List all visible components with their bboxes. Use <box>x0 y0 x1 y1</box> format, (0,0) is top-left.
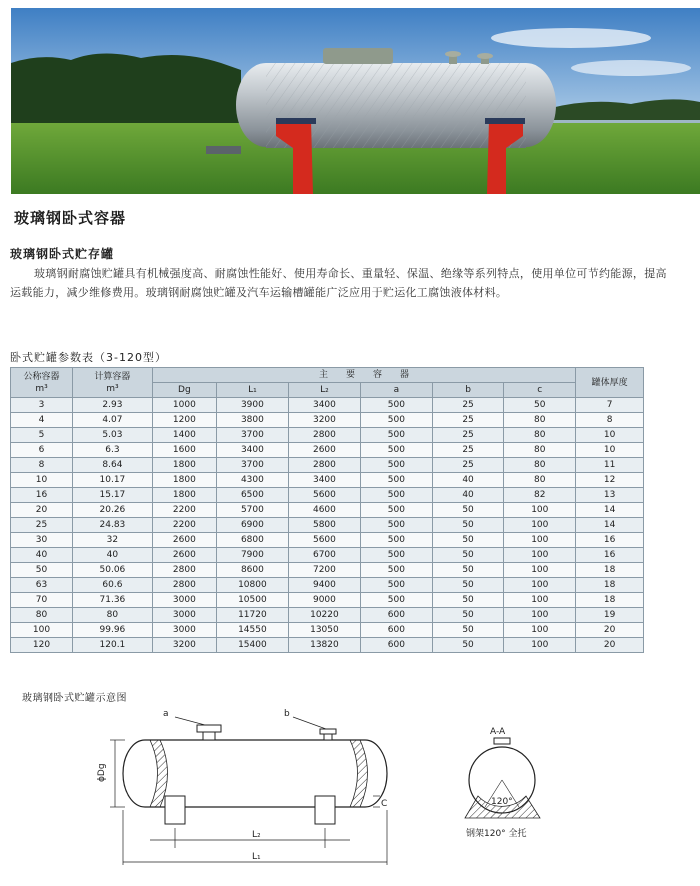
table-row <box>11 428 644 443</box>
table-cell: 71.36 <box>73 593 153 608</box>
table-cell: 8.64 <box>73 458 153 473</box>
table-cell: 10 <box>576 428 644 443</box>
table-cell: 500 <box>360 473 432 488</box>
table-cell: 82 <box>504 488 576 503</box>
table-cell: 20 <box>576 623 644 638</box>
table-cell: 3000 <box>152 623 216 638</box>
table-cell: 40 <box>432 473 504 488</box>
table-cell: 8 <box>576 413 644 428</box>
table-cell: 1800 <box>152 488 216 503</box>
table-cell: 6700 <box>288 548 360 563</box>
table-cell: 3200 <box>288 413 360 428</box>
table-cell: 9000 <box>288 593 360 608</box>
table-cell: 4300 <box>216 473 288 488</box>
table-cell: 5700 <box>216 503 288 518</box>
table-cell: 50 <box>432 503 504 518</box>
section-angle: 120° <box>491 797 513 807</box>
table-cell: 4 <box>11 413 73 428</box>
table-row <box>11 488 644 503</box>
table-cell: 25 <box>432 428 504 443</box>
table-cell: 14550 <box>216 623 288 638</box>
table-row <box>11 623 644 638</box>
table-cell: 3400 <box>288 473 360 488</box>
table-cell: 16 <box>576 533 644 548</box>
table-cell: 5600 <box>288 488 360 503</box>
header-sub-4: b <box>432 383 504 398</box>
table-cell: 3400 <box>216 443 288 458</box>
table-row <box>11 638 644 653</box>
table-cell: 80 <box>504 443 576 458</box>
label-c: C <box>381 799 388 809</box>
tank-diagram <box>0 700 700 882</box>
table-cell: 500 <box>360 533 432 548</box>
table-cell: 100 <box>504 608 576 623</box>
table-cell: 1800 <box>152 458 216 473</box>
tank-drawing <box>110 717 387 865</box>
table-cell: 2600 <box>152 533 216 548</box>
header-nominal-unit: m³ <box>35 383 48 394</box>
table-cell: 100 <box>504 593 576 608</box>
table-cell: 80 <box>504 413 576 428</box>
table-cell: 100 <box>11 623 73 638</box>
header-main: 主 要 容 器 <box>152 368 575 383</box>
table-cell: 500 <box>360 548 432 563</box>
table-row <box>11 398 644 413</box>
table-cell: 3 <box>11 398 73 413</box>
table-cell: 500 <box>360 563 432 578</box>
table-cell: 3700 <box>216 428 288 443</box>
table-cell: 50 <box>432 578 504 593</box>
table-cell: 600 <box>360 608 432 623</box>
section-subtitle: 玻璃钢卧式贮存罐 <box>10 247 115 261</box>
table-cell: 40 <box>11 548 73 563</box>
header-calc-unit: m³ <box>106 383 119 394</box>
table-cell: 500 <box>360 428 432 443</box>
table-cell: 5800 <box>288 518 360 533</box>
table-cell: 120 <box>11 638 73 653</box>
table-cell: 50 <box>432 533 504 548</box>
table-cell: 25 <box>432 443 504 458</box>
tank-photo <box>11 8 700 194</box>
page-title: 玻璃钢卧式容器 <box>14 209 127 227</box>
table-cell: 19 <box>576 608 644 623</box>
header-sub-3: a <box>360 383 432 398</box>
table-cell: 50 <box>11 563 73 578</box>
table-cell: 25 <box>432 398 504 413</box>
description: 玻璃钢耐腐蚀贮罐具有机械强度高、耐腐蚀性能好、使用寿命长、重量轻、保温、绝缘等系列特点，使用单位可节约能源，提高运载能力，减少维修费用。玻璃钢耐腐蚀贮罐及汽车运输槽罐能广泛应用于贮运化工腐蚀液体材料。 <box>10 267 667 299</box>
table-cell: 60.6 <box>73 578 153 593</box>
table-cell: 15400 <box>216 638 288 653</box>
table-cell: 10800 <box>216 578 288 593</box>
table-row <box>11 578 644 593</box>
table-cell: 2200 <box>152 503 216 518</box>
table-cell: 500 <box>360 593 432 608</box>
table-cell: 3900 <box>216 398 288 413</box>
table-cell: 2800 <box>288 458 360 473</box>
table-cell: 80 <box>504 428 576 443</box>
table-cell: 10500 <box>216 593 288 608</box>
table-cell: 50 <box>432 548 504 563</box>
header-calc-label: 计算容器 <box>94 371 131 382</box>
table-cell: 18 <box>576 593 644 608</box>
table-cell: 13050 <box>288 623 360 638</box>
table-cell: 50 <box>432 638 504 653</box>
diagram-caption: 玻璃钢卧式贮罐示意图 <box>22 693 127 704</box>
table-row <box>11 533 644 548</box>
table-cell: 2.93 <box>73 398 153 413</box>
table-cell: 2800 <box>152 563 216 578</box>
table-cell: 30 <box>11 533 73 548</box>
table-cell: 14 <box>576 503 644 518</box>
table-row <box>11 503 644 518</box>
table-cell: 120.1 <box>73 638 153 653</box>
table-cell: 1000 <box>152 398 216 413</box>
table-cell: 8 <box>11 458 73 473</box>
table-cell: 20 <box>576 638 644 653</box>
table-cell: 3800 <box>216 413 288 428</box>
table-cell: 10 <box>11 473 73 488</box>
table-row <box>11 608 644 623</box>
table-cell: 70 <box>11 593 73 608</box>
table-cell: 1200 <box>152 413 216 428</box>
table-cell: 8600 <box>216 563 288 578</box>
table-cell: 6 <box>11 443 73 458</box>
header-nominal <box>11 368 73 398</box>
table-row <box>11 413 644 428</box>
table-cell: 500 <box>360 458 432 473</box>
table-cell: 6800 <box>216 533 288 548</box>
table-cell: 7900 <box>216 548 288 563</box>
header-sub-1: L₁ <box>216 383 288 398</box>
table-cell: 25 <box>432 413 504 428</box>
table-row <box>11 548 644 563</box>
table-cell: 500 <box>360 518 432 533</box>
support-note: 钢架120° 全托 <box>466 829 527 839</box>
table-cell: 7200 <box>288 563 360 578</box>
table-cell: 5600 <box>288 533 360 548</box>
table-cell: 2800 <box>288 428 360 443</box>
table-cell: 100 <box>504 548 576 563</box>
table-cell: 50 <box>504 398 576 413</box>
table-cell: 6900 <box>216 518 288 533</box>
table-row <box>11 563 644 578</box>
table-cell: 50 <box>432 593 504 608</box>
table-cell: 500 <box>360 398 432 413</box>
table-cell: 1600 <box>152 443 216 458</box>
table-cell: 50 <box>432 623 504 638</box>
table-cell: 1400 <box>152 428 216 443</box>
table-cell: 24.83 <box>73 518 153 533</box>
table-cell: 500 <box>360 578 432 593</box>
table-row <box>11 518 644 533</box>
table-cell: 99.96 <box>73 623 153 638</box>
table-cell: 100 <box>504 533 576 548</box>
section-title: A-A <box>490 727 506 737</box>
table-cell: 2200 <box>152 518 216 533</box>
table-cell: 100 <box>504 518 576 533</box>
header-sub-0: Dg <box>152 383 216 398</box>
table-cell: 4.07 <box>73 413 153 428</box>
spec-table <box>10 367 644 653</box>
table-cell: 50 <box>432 563 504 578</box>
table-cell: 2600 <box>152 548 216 563</box>
table-cell: 3000 <box>152 608 216 623</box>
table-cell: 100 <box>504 503 576 518</box>
table-cell: 3000 <box>152 593 216 608</box>
header-nominal-label: 公称容器 <box>23 371 60 382</box>
table-cell: 3400 <box>288 398 360 413</box>
table-cell: 10220 <box>288 608 360 623</box>
table-cell: 13 <box>576 488 644 503</box>
table-cell: 6.3 <box>73 443 153 458</box>
table-cell: 10.17 <box>73 473 153 488</box>
table-cell: 25 <box>11 518 73 533</box>
table-cell: 100 <box>504 638 576 653</box>
table-row <box>11 593 644 608</box>
table-cell: 9400 <box>288 578 360 593</box>
table-row <box>11 473 644 488</box>
table-cell: 50.06 <box>73 563 153 578</box>
table-cell: 2600 <box>288 443 360 458</box>
table-cell: 32 <box>73 533 153 548</box>
table-cell: 15.17 <box>73 488 153 503</box>
header-thickness: 罐体厚度 <box>576 368 644 398</box>
table-cell: 6500 <box>216 488 288 503</box>
table-cell: 100 <box>504 563 576 578</box>
table-cell: 80 <box>504 458 576 473</box>
table-cell: 80 <box>73 608 153 623</box>
table-cell: 500 <box>360 413 432 428</box>
header-sub-5: c <box>504 383 576 398</box>
table-cell: 20.26 <box>73 503 153 518</box>
table-cell: 40 <box>73 548 153 563</box>
table-row <box>11 443 644 458</box>
label-dg: ϕDg <box>97 763 107 782</box>
table-cell: 16 <box>11 488 73 503</box>
table-cell: 50 <box>432 518 504 533</box>
table-cell: 11 <box>576 458 644 473</box>
table-cell: 500 <box>360 503 432 518</box>
table-cell: 7 <box>576 398 644 413</box>
table-cell: 63 <box>11 578 73 593</box>
table-caption: 卧式贮罐参数表（3-120型） <box>10 351 167 364</box>
table-cell: 10 <box>576 443 644 458</box>
table-cell: 5 <box>11 428 73 443</box>
header-calc <box>73 368 153 398</box>
header-sub-2: L₂ <box>288 383 360 398</box>
label-b: b <box>284 709 290 719</box>
table-cell: 5.03 <box>73 428 153 443</box>
table-cell: 50 <box>432 608 504 623</box>
table-cell: 500 <box>360 443 432 458</box>
table-cell: 80 <box>504 473 576 488</box>
table-cell: 25 <box>432 458 504 473</box>
label-l1: L₁ <box>252 852 261 862</box>
table-cell: 100 <box>504 578 576 593</box>
table-cell: 18 <box>576 578 644 593</box>
table-cell: 4600 <box>288 503 360 518</box>
table-cell: 16 <box>576 548 644 563</box>
table-cell: 2800 <box>152 578 216 593</box>
table-cell: 1800 <box>152 473 216 488</box>
label-a: a <box>163 709 169 719</box>
table-cell: 100 <box>504 623 576 638</box>
table-cell: 18 <box>576 563 644 578</box>
table-cell: 500 <box>360 488 432 503</box>
table-cell: 600 <box>360 638 432 653</box>
table-cell: 13820 <box>288 638 360 653</box>
table-cell: 80 <box>11 608 73 623</box>
table-cell: 40 <box>432 488 504 503</box>
table-cell: 12 <box>576 473 644 488</box>
table-cell: 3700 <box>216 458 288 473</box>
table-cell: 3200 <box>152 638 216 653</box>
table-cell: 14 <box>576 518 644 533</box>
table-row <box>11 458 644 473</box>
label-l2: L₂ <box>252 830 261 840</box>
table-cell: 11720 <box>216 608 288 623</box>
table-cell: 600 <box>360 623 432 638</box>
table-cell: 20 <box>11 503 73 518</box>
